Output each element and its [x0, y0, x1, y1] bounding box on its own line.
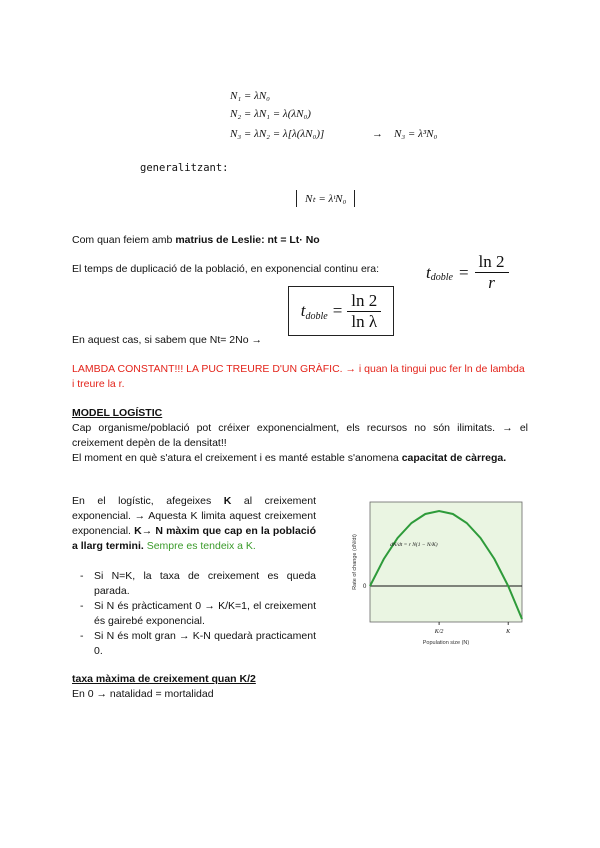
- boxed-formula-sub: doble: [305, 310, 328, 322]
- x-tick-label: K: [506, 629, 511, 635]
- list-item: - Si N és molt gran → K-N quedarà practicament 0.: [72, 629, 316, 659]
- logistic-p3-b: al creixement exponencial. → Aquesta K limita aquest creixement exponencial.: [72, 495, 317, 537]
- x-axis-label: Population size (N): [422, 640, 470, 646]
- logistic-p2-text: El moment en què s'atura el creixement i es manté estable s'anomena: [72, 452, 402, 464]
- logistic-heading: MODEL LOGÍSTIC: [72, 407, 163, 419]
- x-tick-label: K/2: [434, 629, 444, 635]
- doubling-text: El temps de duplicació de la població, en exponencial continu era:: [72, 263, 380, 275]
- boxed-formula-t: t: [300, 301, 306, 320]
- equation-arrow: →: [372, 128, 383, 140]
- y-tick-zero: 0: [363, 584, 367, 590]
- y-axis-label: Rate of change (dN/dt): [352, 534, 358, 590]
- equation-line-3: N₃ = λN₂ = λ[λ(λN₀)]: [230, 128, 325, 140]
- case-text: En aquest cas, si sabem que Nt= 2No →: [72, 334, 262, 346]
- lambda-note: LAMBDA CONSTANT!!! LA PUC TREURE D'UN GRÀFIC. → i quan la tingui puc fer ln de lambda i treure la r.: [72, 363, 525, 390]
- equation-line-3-result: N₃ = λ³N₀: [394, 128, 438, 140]
- general-formula: Nₜ = λᵗN₀: [296, 190, 355, 207]
- doubling-formula-den: r: [488, 273, 495, 292]
- list-item: - Si N=K, la taxa de creixement es queda parada.: [72, 569, 316, 599]
- logistic-p3-a: En el logístic, afegeixes: [72, 495, 224, 507]
- doubling-formula: t $_{doble}$ = $\frac{\ln 2}{r}$: [426, 252, 509, 293]
- plot-area: [370, 502, 522, 622]
- boxed-formula-num: ln 2: [347, 291, 381, 312]
- logistic-p1: Cap organisme/població pot créixer exponencialment, els recursos no són ilimitats. → el creixement depèn de la densitat!!: [72, 422, 528, 449]
- last-line: En 0 → natalidad = mortalidad: [72, 688, 214, 700]
- doubling-formula-sub: doble: [430, 272, 453, 283]
- logistic-p2: [72, 451, 528, 466]
- logistic-p3-k: K: [223, 495, 232, 507]
- leslie-prefix: Com quan feiem amb: [72, 234, 176, 246]
- boxed-formula-den: ln λ: [351, 311, 378, 331]
- logistic-p3: [72, 494, 316, 554]
- logistic-p2-bold: capacitat de càrrega.: [401, 452, 507, 464]
- doubling-formula-num: ln 2: [475, 252, 509, 273]
- equation-line-1: N₁ = λN₀: [230, 90, 271, 102]
- logistic-bullets: [72, 569, 316, 659]
- logistic-p3-green: Sempre es tendeix a K.: [143, 540, 256, 552]
- list-item: - Si N és pràcticament 0 → K/K=1, el creixement és gairebé exponencial.: [72, 599, 316, 629]
- formula-annotation: dN/dt = r N(1 − N/K): [390, 542, 438, 548]
- doubling-formula-t: t: [426, 262, 431, 282]
- generalize-label: generalitzant:: [140, 162, 229, 174]
- logistic-growth-chart: [332, 494, 528, 654]
- leslie-line: [72, 233, 320, 248]
- logistic-p3-bold: K→ N màxim que cap en la població a llarg termini.: [72, 525, 316, 552]
- boxed-formula: t $_{doble}$ = $\frac{\ln 2}{\text{ln λ}}$: [288, 286, 394, 336]
- leslie-bold: matrius de Leslie: nt = Lt· No: [175, 234, 320, 246]
- max-rate-heading: taxa màxima de creixement quan K/2: [72, 673, 256, 685]
- equation-line-2: N₂ = λN₁ = λ(λN₀): [230, 108, 311, 120]
